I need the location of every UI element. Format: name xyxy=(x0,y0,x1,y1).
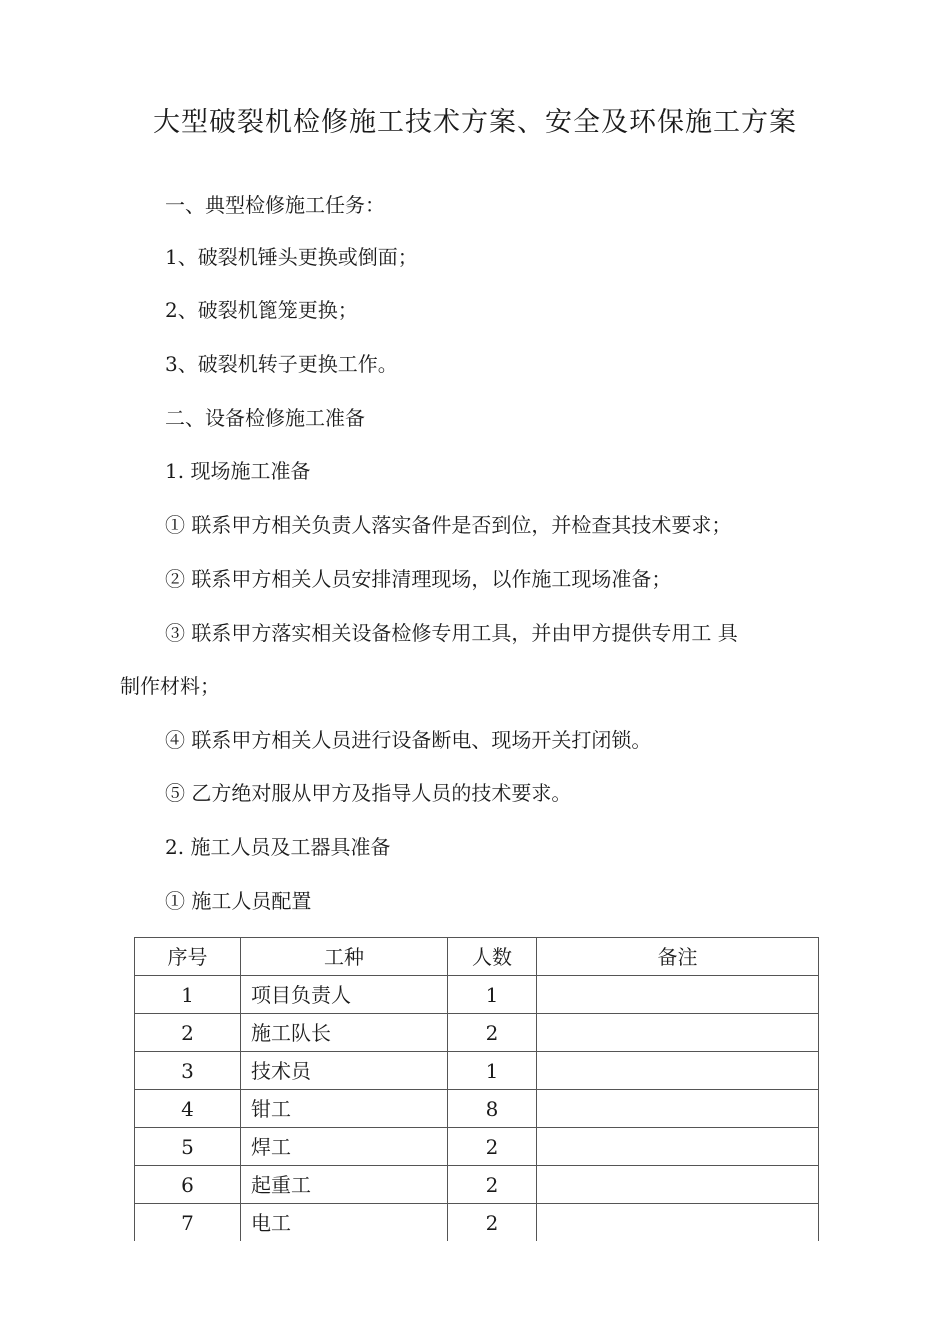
table-header-row xyxy=(135,938,819,976)
cell-no: 3 xyxy=(135,1052,241,1090)
prep-item-3: ③ 联系甲方落实相关设备检修专用工具，并由甲方提供专用工 具 xyxy=(165,621,738,645)
cell-no: 5 xyxy=(135,1128,241,1166)
cell-count: 1 xyxy=(448,1052,537,1090)
cell-count: 2 xyxy=(448,1204,537,1242)
section-heading-tasks: 一、典型检修施工任务： xyxy=(165,193,385,217)
staff-table xyxy=(134,937,819,1241)
cell-note xyxy=(537,1166,819,1204)
cell-note xyxy=(537,1090,819,1128)
task-item-2: 2、破裂机篦笼更换； xyxy=(165,298,358,322)
section-heading-preparation: 二、设备检修施工准备 xyxy=(165,406,365,430)
cell-trade: 焊工 xyxy=(241,1128,448,1166)
header-note: 备注 xyxy=(537,938,819,976)
prep-item-5: ⑤ 乙方绝对服从甲方及指导人员的技术要求。 xyxy=(165,781,572,805)
cell-count: 1 xyxy=(448,976,537,1014)
cell-no: 6 xyxy=(135,1166,241,1204)
cell-trade: 技术员 xyxy=(241,1052,448,1090)
subheading-staff-config: ① 施工人员配置 xyxy=(165,889,312,913)
cell-count: 2 xyxy=(448,1128,537,1166)
cell-trade: 项目负责人 xyxy=(241,976,448,1014)
cell-trade: 施工队长 xyxy=(241,1014,448,1052)
cell-count: 2 xyxy=(448,1166,537,1204)
cell-note xyxy=(537,1128,819,1166)
cell-note xyxy=(537,1052,819,1090)
table-row xyxy=(135,1052,819,1090)
table-row xyxy=(135,1014,819,1052)
cell-no: 2 xyxy=(135,1014,241,1052)
cell-count: 2 xyxy=(448,1014,537,1052)
prep-item-3-continued: 制作材料； xyxy=(120,674,220,698)
table-row xyxy=(135,1166,819,1204)
cell-no: 1 xyxy=(135,976,241,1014)
prep-item-1: ① 联系甲方相关负责人落实备件是否到位，并检查其技术要求； xyxy=(165,513,732,537)
subheading-site-preparation: 1. 现场施工准备 xyxy=(165,459,311,483)
cell-note xyxy=(537,976,819,1014)
header-no: 序号 xyxy=(135,938,241,976)
table-row xyxy=(135,1128,819,1166)
table-row xyxy=(135,1090,819,1128)
cell-note xyxy=(537,1014,819,1052)
cell-no: 7 xyxy=(135,1204,241,1242)
cell-trade: 钳工 xyxy=(241,1090,448,1128)
table-row xyxy=(135,976,819,1014)
cell-trade: 电工 xyxy=(241,1204,448,1242)
prep-item-2: ② 联系甲方相关人员安排清理现场，以作施工现场准备； xyxy=(165,567,672,591)
subheading-staff-tools: 2. 施工人员及工器具准备 xyxy=(165,835,391,859)
cell-count: 8 xyxy=(448,1090,537,1128)
cell-trade: 起重工 xyxy=(241,1166,448,1204)
table-row xyxy=(135,1204,819,1242)
task-item-3: 3、破裂机转子更换工作。 xyxy=(165,352,398,376)
prep-item-4: ④ 联系甲方相关人员进行设备断电、现场开关打闭锁。 xyxy=(165,728,652,752)
task-item-1: 1、破裂机锤头更换或倒面； xyxy=(165,245,418,269)
header-count: 人数 xyxy=(448,938,537,976)
cell-no: 4 xyxy=(135,1090,241,1128)
header-trade: 工种 xyxy=(241,938,448,976)
cell-note xyxy=(537,1204,819,1242)
document-title: 大型破裂机检修施工技术方案、安全及环保施工方案 xyxy=(153,107,797,138)
